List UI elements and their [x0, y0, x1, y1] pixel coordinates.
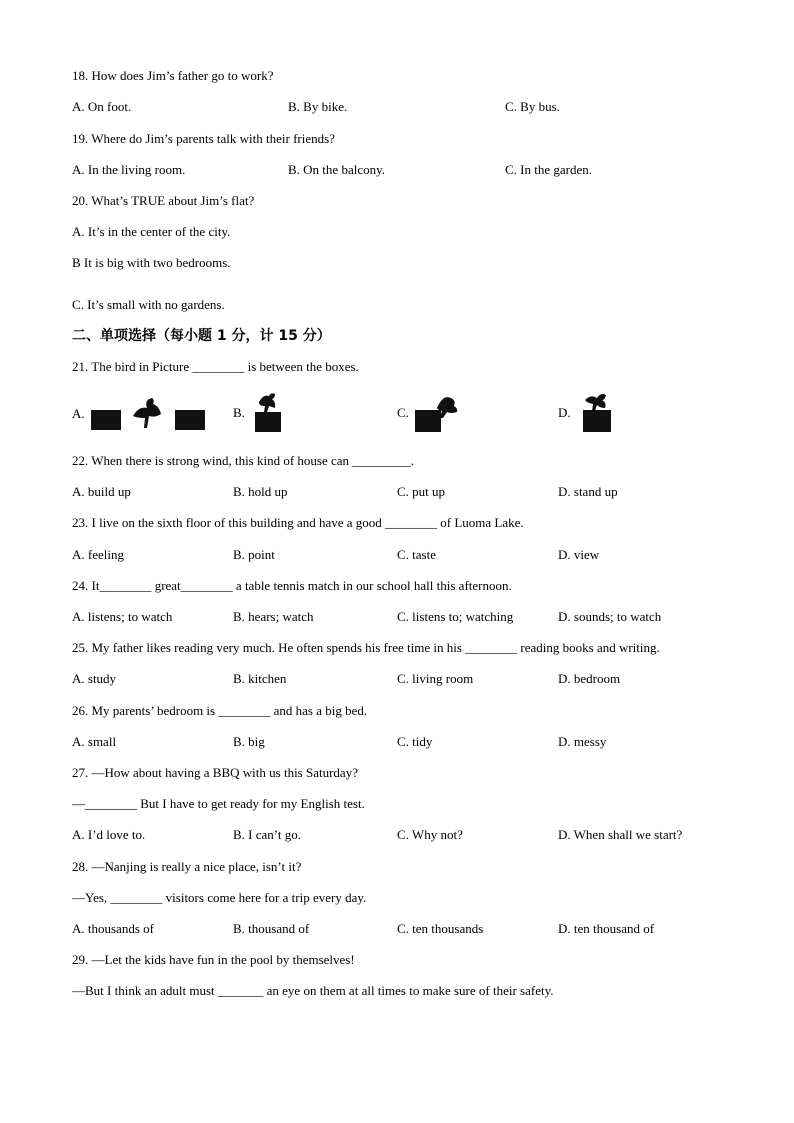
q21-option-a-label: A. — [72, 406, 85, 421]
q20-stem: 20. What’s TRUE about Jim’s flat? — [72, 193, 255, 208]
q23-option-a: A. feeling — [72, 547, 124, 562]
q25-option-a: A. study — [72, 671, 117, 686]
q21-option-c-label: C. — [397, 405, 409, 420]
q27-option-b: B. I can’t go. — [233, 827, 301, 842]
q22-option-d: D. stand up — [558, 484, 618, 499]
q21-option-d — [558, 392, 615, 434]
q21-option-b-label: B. — [233, 405, 245, 420]
q18-option-a: A. On foot. — [72, 99, 132, 114]
q25-option-b: B. kitchen — [233, 671, 287, 686]
section-2-title: 二、单项选择（每小题 1 分，计 15 分） — [72, 328, 331, 344]
q26-option-b: B. big — [233, 734, 265, 749]
q26-option-d: D. messy — [558, 734, 607, 749]
q20-option-b: B It is big with two bedrooms. — [72, 255, 231, 270]
q21-option-c — [397, 392, 459, 434]
q19-option-b: B. On the balcony. — [288, 162, 385, 177]
q22-option-a: A. build up — [72, 484, 131, 499]
q20-option-a: A. It’s in the center of the city. — [72, 224, 231, 239]
bird-on-box-picture — [249, 392, 285, 434]
q26-option-a: A. small — [72, 734, 117, 749]
q24-option-b: B. hears; watch — [233, 609, 314, 624]
q23-stem: 23. I live on the sixth floor of this building and have a good ________ of Luoma Lake. — [72, 515, 524, 530]
q28-option-a: A. thousands of — [72, 921, 154, 936]
q24-stem: 24. It________ great________ a table tennis match in our school hall this afternoon. — [72, 578, 512, 593]
q28-stem: 28. —Nanjing is really a nice place, isn’t it? — [72, 859, 302, 874]
q18-stem: 18. How does Jim’s father go to work? — [72, 68, 274, 83]
q26-stem: 26. My parents’ bedroom is ________ and has a big bed. — [72, 703, 368, 718]
q21-option-d-label: D. — [558, 405, 571, 420]
q21-option-a — [72, 396, 207, 432]
q24-option-a: A. listens; to watch — [72, 609, 173, 624]
q28-option-c: C. ten thousands — [397, 921, 484, 936]
q25-option-d: D. bedroom — [558, 671, 621, 686]
q18-option-b: B. By bike. — [288, 99, 348, 114]
q25-stem: 25. My father likes reading very much. He often spends his free time in his ________ reading books and writing. — [72, 640, 660, 655]
q26-option-c: C. tidy — [397, 734, 433, 749]
q27-stem: 27. —How about having a BBQ with us this Saturday? — [72, 765, 358, 780]
q27-option-c: C. Why not? — [397, 827, 463, 842]
q21-option-b — [233, 392, 285, 434]
bird-beside-box-picture — [413, 392, 459, 434]
q25-option-c: C. living room — [397, 671, 474, 686]
q29-response: —But I think an adult must _______ an eye on them at all times to make sure of their safety. — [72, 983, 554, 998]
q22-stem: 22. When there is strong wind, this kind of house can _________. — [72, 453, 415, 468]
q27-option-a: A. I’d love to. — [72, 827, 146, 842]
q19-option-a: A. In the living room. — [72, 162, 186, 177]
q28-option-b: B. thousand of — [233, 921, 310, 936]
q24-option-c: C. listens to; watching — [397, 609, 514, 624]
bird-behind-box-picture — [575, 392, 615, 434]
q24-option-d: D. sounds; to watch — [558, 609, 662, 624]
q29-stem: 29. —Let the kids have fun in the pool by themselves! — [72, 952, 355, 967]
bird-between-boxes-picture — [89, 396, 207, 432]
q22-option-c: C. put up — [397, 484, 446, 499]
q27-option-d: D. When shall we start? — [558, 827, 683, 842]
q22-option-b: B. hold up — [233, 484, 288, 499]
q23-option-d: D. view — [558, 547, 600, 562]
q18-option-c: C. By bus. — [505, 99, 560, 114]
q19-option-c: C. In the garden. — [505, 162, 593, 177]
q21-stem: 21. The bird in Picture ________ is between the boxes. — [72, 359, 359, 374]
q19-stem: 19. Where do Jim’s parents talk with their friends? — [72, 131, 335, 146]
q27-response: —________ But I have to get ready for my English test. — [72, 796, 365, 811]
q23-option-c: C. taste — [397, 547, 436, 562]
q28-option-d: D. ten thousand of — [558, 921, 655, 936]
q20-option-c: C. It’s small with no gardens. — [72, 297, 225, 312]
q28-response: —Yes, ________ visitors come here for a trip every day. — [72, 890, 367, 905]
q23-option-b: B. point — [233, 547, 275, 562]
